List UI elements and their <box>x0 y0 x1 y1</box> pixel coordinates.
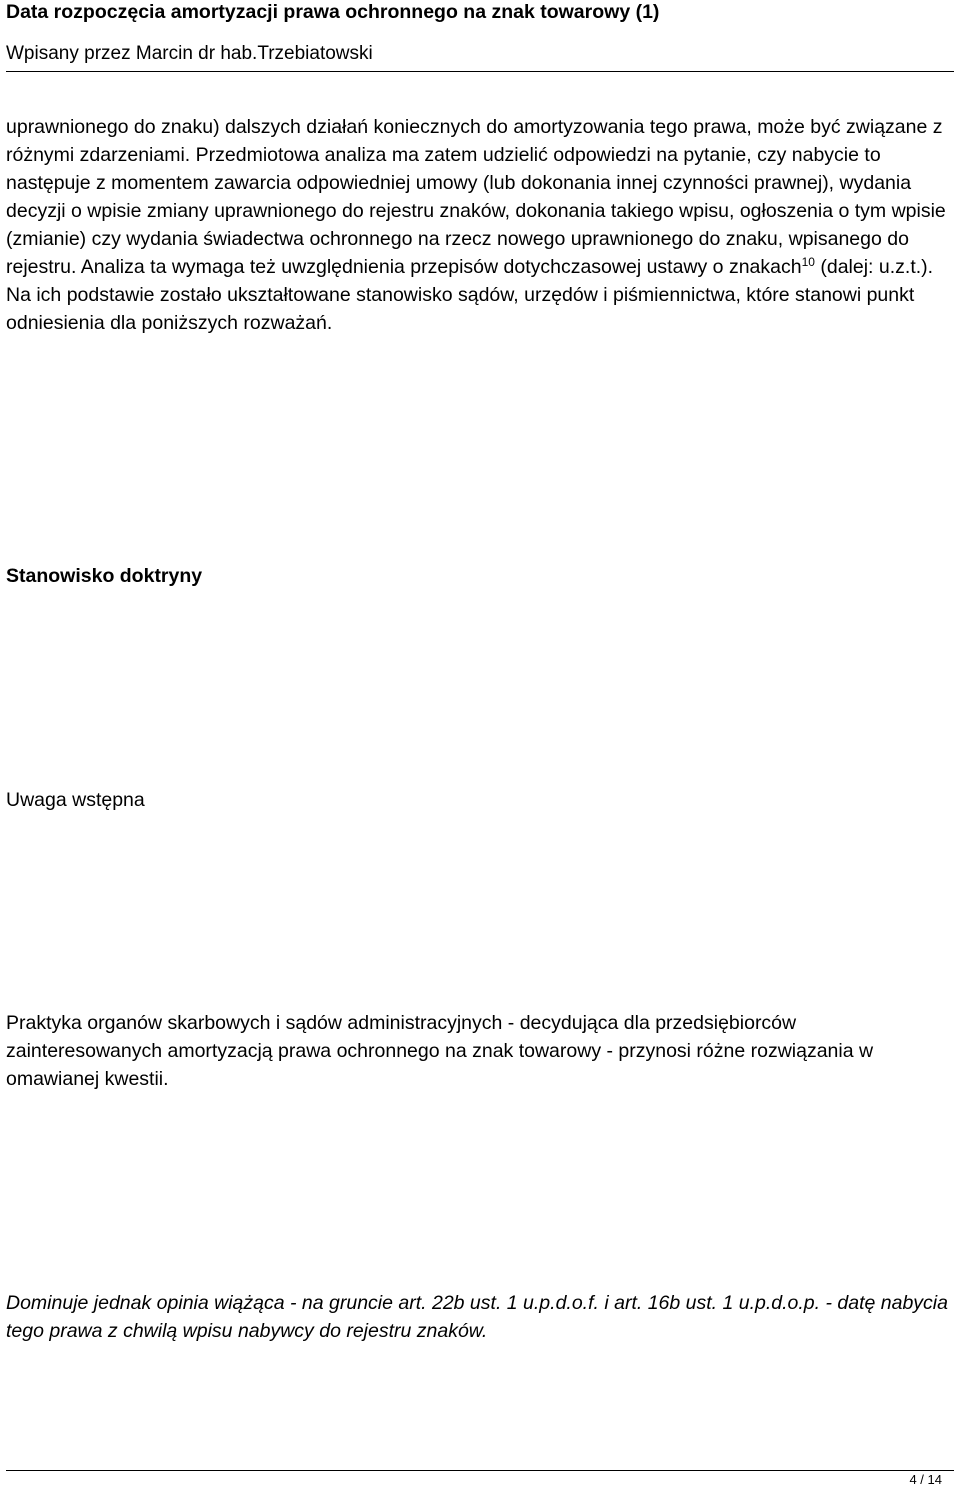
footer-divider <box>6 1470 954 1471</box>
paragraph-1-text-a: uprawnionego do znaku) dalszych działań koniecznych do amortyzowania tego prawa, może być związane z różnymi zdarzeniami. Przedmiotowa analiza ma zatem udzielić odpowiedzi na pytanie, czy nabycie to następuje z momentem zawarcia odpowiedniej umowy (lub dokonania innej czynności prawnej), wydania decyzji o wpisie zmiany uprawnionego do rejestru znaków, dokonania takiego wpisu, ogłoszenia o tym wpisie (zmianie) czy wydania świadectwa ochronnego na rzecz nowego uprawnionego do znaku, wpisanego do rejestru. Analiza ta wymaga też uwzględnienia przepisów dotychczasowej ustawy o znakach <box>6 116 946 278</box>
body-paragraph-2: Praktyka organów skarbowych i sądów administracyjnych - decydująca dla przedsiębiorców zainteresowanych amortyzacją prawa ochronnego na znak towarowy - przynosi różne rozwiązania w omawianej kwestii. <box>6 1012 874 1090</box>
footnote-reference[interactable]: 10 <box>801 255 815 269</box>
body-paragraph-1 <box>6 113 956 337</box>
body-paragraph-3-italic: Dominuje jednak opinia wiążąca - na gruncie art. 22b ust. 1 u.p.d.o.f. i art. 16b ust. 1 u.p.d.o.p. - datę nabycia tego prawa z chwilą wpisu nabywcy do rejestru znaków. <box>6 1292 948 1342</box>
section-heading: Stanowisko doktryny <box>6 565 203 587</box>
document-title: Data rozpoczęcia amortyzacji prawa ochronnego na znak towarowy (1) <box>6 1 660 23</box>
subsection-heading: Uwaga wstępna <box>6 789 145 811</box>
paragraph-1-text-b: (dalej: u.z.t.). Na ich podstawie zostało ukształtowane stanowisko sądów, urzędów i piśmiennictwa, które stanowi punkt odniesienia dla poniższych rozważań. <box>6 256 934 334</box>
document-author: Wpisany przez Marcin dr hab.Trzebiatowski <box>6 43 373 64</box>
header-divider <box>6 71 954 72</box>
page-number: 4 / 14 <box>909 1472 942 1487</box>
